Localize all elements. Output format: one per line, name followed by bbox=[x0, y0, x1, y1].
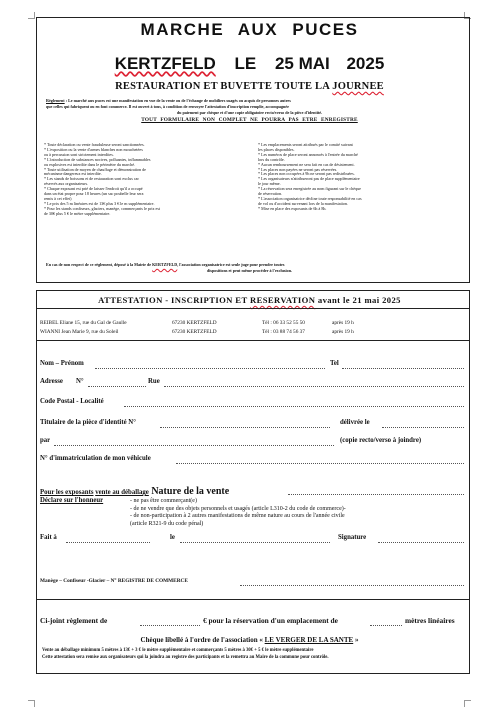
footer-line-2: dispositions et peut même procéder à l'exclusion. bbox=[206, 268, 293, 273]
rule-item: remis à cet effet) bbox=[44, 195, 72, 201]
immat-label: N° d'immatriculation de mon véhicule bbox=[40, 455, 151, 462]
rule-item: * Aucun remboursement ne sera fait en cas de désistement. bbox=[258, 161, 355, 167]
rule-item: * Les numéros de place seront annoncés à l'entrée du marché bbox=[258, 151, 358, 157]
signature-field[interactable] bbox=[378, 542, 464, 543]
metres-field[interactable] bbox=[370, 625, 402, 626]
declare-item: - de non-participation à 2 autres manifestations de même nature au cours de l'année civile bbox=[130, 513, 345, 520]
exposants-line bbox=[40, 486, 229, 497]
rule-item: de réservation. bbox=[258, 191, 283, 197]
reglement-warning: TOUT FORMULAIRE NON COMPLET NE POURRA PAS ETRE ENREGISTRE bbox=[141, 117, 358, 123]
form-header-c: avant le 21 mai 2025 bbox=[315, 295, 401, 305]
crop-mark bbox=[28, 12, 35, 19]
rule-item: * Toute utilisation de moyen de chauffage et démonstration de bbox=[44, 166, 146, 172]
rule-item: de 30€ plus 5 € le mètre supplémentaire. bbox=[44, 210, 111, 216]
rules-right bbox=[258, 143, 362, 212]
rule-item: le jour même. bbox=[258, 181, 281, 187]
rule-item: dans un état propre pour 18 heures (un sac poubelle leur sera bbox=[44, 191, 144, 197]
header-divider bbox=[36, 308, 470, 309]
cheque-line bbox=[0, 636, 499, 644]
declare-label: Déclare sur l'honneur bbox=[40, 497, 104, 504]
rule-item: * L'association organisatrice décline toute responsabilité en cas bbox=[258, 195, 362, 201]
code-postal-label: Code Postal bbox=[40, 398, 75, 405]
fait-a-label: Fait à bbox=[40, 534, 57, 541]
contact-hours: après 19 h bbox=[332, 329, 354, 335]
titulaire-label: Titulaire de la pièce d'identité N° bbox=[40, 419, 136, 426]
rue-field[interactable] bbox=[164, 386, 464, 387]
contact-name: WIANNI Jean Marie 9, rue du Soleil bbox=[40, 329, 119, 335]
ci-joint-a: Ci-joint règlement de bbox=[40, 616, 108, 625]
amount-field[interactable] bbox=[140, 625, 200, 626]
subtitle-text: RESTAURATION ET BUVETTE TOUTE LA bbox=[115, 81, 333, 92]
form-header-b: RESERVATION bbox=[249, 295, 316, 305]
rule-item: * Pour les stands confiseurs, glaciers, manège, commerçants le prix est bbox=[44, 205, 161, 211]
rue-label: Rue bbox=[148, 378, 160, 385]
rule-item: * Chaque exposant est prié de laisser l'endroit qu'il a occupé bbox=[44, 186, 143, 192]
rule-item: * Les places non payées ne seront pas réservées. bbox=[258, 166, 338, 172]
manege-label: Manège – Confiseur -Glacier – N° REGISTRE DE COMMERCE bbox=[40, 578, 188, 584]
contact-name: REIBEL Eliane 15, rue du Gal de Gaulle bbox=[40, 320, 127, 326]
rule-item: lors du contrôle. bbox=[258, 156, 285, 162]
par-label: par bbox=[40, 437, 51, 444]
declare-item: - de ne vendre que des objets personnels et usagés (article L310-2 du code de commerce)- bbox=[130, 505, 346, 512]
form-header bbox=[0, 295, 499, 305]
id-number-field[interactable] bbox=[160, 427, 330, 428]
cheque-c: » bbox=[353, 636, 359, 644]
form-header-a: ATTESTATION - INSCRIPTION ET bbox=[98, 295, 250, 305]
adresse-label: Adresse bbox=[40, 378, 63, 385]
rule-item: mécanisme dangereux est interdite. bbox=[44, 171, 102, 177]
crop-mark bbox=[28, 700, 35, 707]
reglement-label: Règlement bbox=[46, 98, 65, 103]
signature-label: Signature bbox=[338, 534, 367, 541]
crop-mark bbox=[464, 700, 471, 707]
nature-field[interactable] bbox=[288, 494, 464, 495]
declare-item: (article R321-9 du code pénal) bbox=[130, 520, 204, 527]
footer-town: KERTZFELD bbox=[152, 262, 178, 267]
rule-item: * Les stands de boissons et de restauration sont exclus car bbox=[44, 176, 139, 182]
rule-item: ou explosives est interdite dans le périmètre du marché. bbox=[44, 161, 136, 167]
rule-item: * L'exposition ou la vente d'armes blanches non mouchetées bbox=[44, 146, 143, 152]
rule-item: * Le prix des 5 m linéaires est de 13€ plus 3 € le m supplémentaire. bbox=[44, 200, 155, 206]
delivree-label: délivrée le bbox=[340, 419, 370, 426]
nom-label: Nom – Prénom bbox=[40, 360, 84, 367]
rule-item: réservés aux organisateurs. bbox=[44, 181, 89, 187]
immat-field[interactable] bbox=[176, 463, 464, 464]
attestation-note: Cette attestation sera remise aux organisateurs qui la joindra au registre des participants et la remettra au Maire de la commune pour contrôle. bbox=[42, 655, 329, 660]
rule-item: * Les organisateurs n'attribueront pas de place supplémentaire bbox=[258, 176, 360, 182]
event-date: 25 MAI bbox=[274, 54, 330, 73]
pour-les-exposants: Pour les exposants bbox=[40, 489, 94, 496]
tel-label: Tel bbox=[330, 360, 339, 367]
footer-text-c: , l'association organisatrice est seule juge pour prendre toutes bbox=[177, 262, 285, 267]
reglement-line-3: du paiement par chèque et d'une copie obligatoire recto/verso de la pièce d'identité. bbox=[176, 110, 323, 115]
contact-tel: Tél : 06 33 52 55 50 bbox=[262, 320, 305, 326]
tarif-note: Vente au déballage minimum 5 mètres à 13€ + 3 € le mètre supplémentaire et commerçants 5 mètres à 30€ + 5 € le mètre supplémentaire bbox=[42, 648, 314, 653]
le-field[interactable] bbox=[180, 542, 330, 543]
contact-tel: Tél : 03 88 74 56 37 bbox=[262, 329, 305, 335]
cp-label bbox=[40, 398, 104, 405]
rule-item: * Les emplacements seront attribués par le comité suivant bbox=[258, 142, 353, 147]
place-name: KERTZFELD bbox=[114, 54, 216, 73]
poster-date-line bbox=[0, 54, 499, 74]
contact-row bbox=[40, 329, 354, 335]
nature-label: Nature de la vente bbox=[148, 486, 230, 497]
rule-item: * Les places non occupées à 9h ne seront pas redistribuées. bbox=[258, 171, 355, 177]
cp-field[interactable] bbox=[124, 406, 464, 407]
numero-label: N° bbox=[76, 378, 84, 385]
nom-field[interactable] bbox=[95, 368, 325, 369]
subtitle-word: JOURNEE bbox=[332, 81, 384, 92]
localite-label: - Localité bbox=[76, 398, 104, 405]
rule-item: * Mise en place des exposants de 6h à 8h. bbox=[258, 205, 327, 211]
rule-item: * La réservation sera enregistrée au nom figurant sur le chèque bbox=[258, 186, 361, 192]
reglement-line-2: que celles qui fabriquent ou en font commerce. Il est ouvert à tous, à condition de renvoyer l'attestation d'inscription remplie, accompagnée bbox=[46, 104, 289, 109]
rules-left bbox=[44, 143, 160, 217]
date-word: LE bbox=[234, 54, 257, 73]
rule-item: les places disponibles. bbox=[258, 146, 295, 152]
declare-item: - ne pas être commerçant(e) bbox=[130, 498, 197, 504]
cheque-a: Chèque libellé à l'ordre de l'association « bbox=[140, 636, 265, 644]
declare-list bbox=[130, 498, 346, 528]
ci-joint-b: € pour la réservation d'un emplacement de bbox=[203, 616, 338, 625]
registre-field[interactable] bbox=[240, 585, 464, 586]
numero-field[interactable] bbox=[88, 386, 146, 387]
copie-note: (copie recto/verso à joindre) bbox=[340, 437, 422, 444]
rule-item: de vol ou d'accident survenant lors de la manifestation. bbox=[258, 200, 348, 206]
contact-city: 67230 KERTZFELD bbox=[172, 329, 217, 335]
fait-a-field[interactable] bbox=[66, 542, 150, 543]
contact-row bbox=[40, 320, 354, 326]
reglement-text: : Le marché aux puces est une manifestation en vue de la vente ou de l'échange de mobiliers usagés ou acquis de personnes autres bbox=[64, 98, 291, 103]
rule-item: ou à percussion sont strictement interdites. bbox=[44, 151, 114, 157]
contact-city: 67230 KERTZFELD bbox=[172, 320, 217, 326]
ci-joint-c: mètres linéaires bbox=[405, 616, 455, 625]
contacts-divider bbox=[36, 340, 470, 341]
rule-item: * L'introduction de substances nocives, polluantes, inflammables bbox=[44, 156, 151, 162]
poster-title: MARCHE AUX PUCES bbox=[140, 20, 359, 39]
contact-hours: après 19 h bbox=[332, 320, 354, 326]
vente-deballage: vente au déballage bbox=[95, 489, 149, 496]
rule-item: * Toute déclaration ou vente frauduleuse seront sanctionnées. bbox=[44, 142, 145, 147]
event-year: 2025 bbox=[346, 54, 385, 73]
footer-text-a: En cas de non respect de ce règlement, déposé à la Mairie de bbox=[46, 262, 153, 267]
poster-subtitle bbox=[0, 81, 499, 92]
tel-field[interactable] bbox=[342, 368, 464, 369]
delivree-field[interactable] bbox=[382, 427, 464, 428]
le-label: le bbox=[170, 534, 175, 541]
par-field[interactable] bbox=[54, 445, 334, 446]
manege-divider bbox=[36, 599, 470, 600]
association-name: LE VERGER DE LA SANTE bbox=[264, 636, 354, 644]
